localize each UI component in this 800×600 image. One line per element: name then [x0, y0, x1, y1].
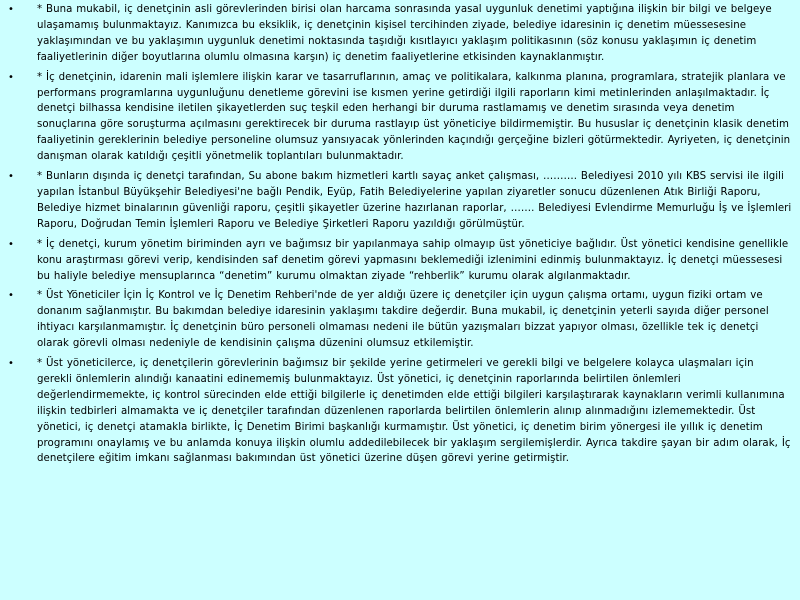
- bullet-icon: •: [8, 290, 14, 302]
- paragraph-text: * İç denetçinin, idarenin mali işlemlere ilişkin karar ve tasarruflarının, amaç ve politikalara, kalkınma planına, programlara, stratejik planlara ve performans programlarına uygunluğunu denetleme görevini ise kısmen yerine getirdiği ilgili raporların kimi metinlerinden anlaşılmaktadır. İç denetçi bilhassa kendisine iletilen şikayetlerden suç teşkil eden herhangi bir duruma rastlamamış ve denetim sırasında veya denetim sonuçlarına göre soruşturma açılmasını gerektirecek bir duruma rastlayıp üst yöneticiye bildirmemiştir. Bu hususlar iç denetçinin klasik denetim faaliyetinin gereklerinin belediye personeline olumsuz yansıyacak yönlerinden kaçındığı gerçeğine bizleri götürmektedir. Ayriyeten, iç denetçinin danışman olarak katıldığı çeşitli yönetmelik toplantıları bulunmaktadır.: [37, 71, 791, 163]
- paragraph-text: * Üst Yöneticiler İçin İç Kontrol ve İç Denetim Rehberi'nde de yer aldığı üzere iç denetçiler için uygun çalışma ortamı, uygun fiziki ortam ve donanım sağlanmıştır. Bu bakımdan belediye idaresinin yaklaşımı takdire değerdir. Buna mukabil, iç denetçinin yeterli sayıda diğer personel ihtiyacı karşılanmamıştır. İç denetçinin büro personeli olmaması nedeni ile bütün yazışmaları bizzat yapıyor olması, özellikle tek iç denetçi olarak görevli olması nedeniyle de kendisinin çalışma düzenini olumsuz etkilemiştir.: [37, 290, 769, 350]
- paragraph-text: * Üst yöneticilerce, iç denetçilerin görevlerinin bağımsız bir şekilde yerine getirmeleri ve gerekli bilgi ve belgelere kolayca ulaşmaları için gerekli önlemlerin alındığı kanaatini edinememiş bulunmaktayız. Üst yönetici, iç denetçinin raporlarında belirtilen önlemleri değerlendirmemekte, iç kontrol sürecinden elde ettiği bilgilerle iç denetimden elde ettiği bilgileri karşılaştırarak kaynakların verimli kullanımına ilişkin tedbirleri almamakta ve iç denetçiler tarafından düzenlenen raporlarda belirtilen önlemlerin alınıp alınmadığını izlememektedir. Üst yönetici, iç denetçi atamakla birlikte, İç Denetim Birimi başkanlığı kurmamıştır. Üst yönetici, iç denetim birim yönergesi ile yıllık iç denetim programını onaylamış ve bu anlamda konuya ilişkin olumlu addedilebilecek bir yaklaşım sergilemişlerdir. Ayrıca takdire şayan bir adım olarak, İç denetçilere eğitim imkanı sağlanması bakımından üst yönetici üzerine düşen görevi yerine getirmiştir.: [37, 358, 791, 465]
- bullet-icon: •: [8, 4, 14, 15]
- list-item: [8, 288, 792, 352]
- list-item: [8, 70, 792, 165]
- list-item: [8, 237, 792, 285]
- bullet-list: [8, 2, 792, 467]
- paragraph-text: * Buna mukabil, iç denetçinin asli görevlerinden birisi olan harcama sonrasında yasal uygunluk denetimi yaptığına ilişkin bir bilgi ve belgeye ulaşamamış bulunmaktayız. Kanımızca bu eksiklik, iç denetçinin kişisel tercihinden ziyade, belediye idaresinin iç denetim müessesesine yaklaşımından ve bu yaklaşımın uygunluk denetimi noktasında taşıdığı kısıtlayıcı yaklaşım politikasının (söz konusu yaklaşımın iç denetim faaliyetlerinin diğer boyutlarına olumlu olmasına karşın) iç denetim faaliyetlerine etkisinden kaynaklanmıştır.: [37, 4, 772, 63]
- paragraph-text: * Bunların dışında iç denetçi tarafından, Su abone bakım hizmetleri kartlı sayaç anket çalışması, ………. Belediyesi 2010 yılı KBS servisi ile ilgili yapılan İstanbul Büyükşehir Belediyesi'ne bağlı Pendik, Eyüp, Fatih Belediyelerine yapılan ziyaretler sonucu düzenlenen Atık Birliği Raporu, Belediye hizmet binalarının güvenliği raporu, çeşitli şikayetler üzerine hazırlanan raporlar, ……. Belediyesi Evlendirme Memurluğu İş ve İşlemleri Raporu, Doğrudan Temin İşlemleri Raporu ve Belediye Şirketleri Raporu yazıldığı görülmüştür.: [37, 171, 792, 230]
- bullet-icon: •: [8, 71, 14, 83]
- list-item: [8, 2, 792, 66]
- bullet-icon: •: [8, 171, 14, 183]
- paragraph-text: * İç denetçi, kurum yönetim biriminden ayrı ve bağımsız bir yapılanmaya sahip olmayıp üst yöneticiye bağlıdır. Üst yönetici kendisine genellikle konu araştırması görevi verip, kendisinden saf denetim görevi yapmasını beklemediği izlenimini edinmiş bulunmaktayız. İç denetçi müessesesi bu haliyle belediye mensuplarınca “denetim” kurumu olmaktan ziyade “rehberlik” kurumu olarak algılanmaktadır.: [37, 238, 789, 282]
- bullet-icon: •: [8, 358, 14, 370]
- list-item: [8, 356, 792, 467]
- list-item: [8, 169, 792, 233]
- bullet-icon: •: [8, 238, 14, 250]
